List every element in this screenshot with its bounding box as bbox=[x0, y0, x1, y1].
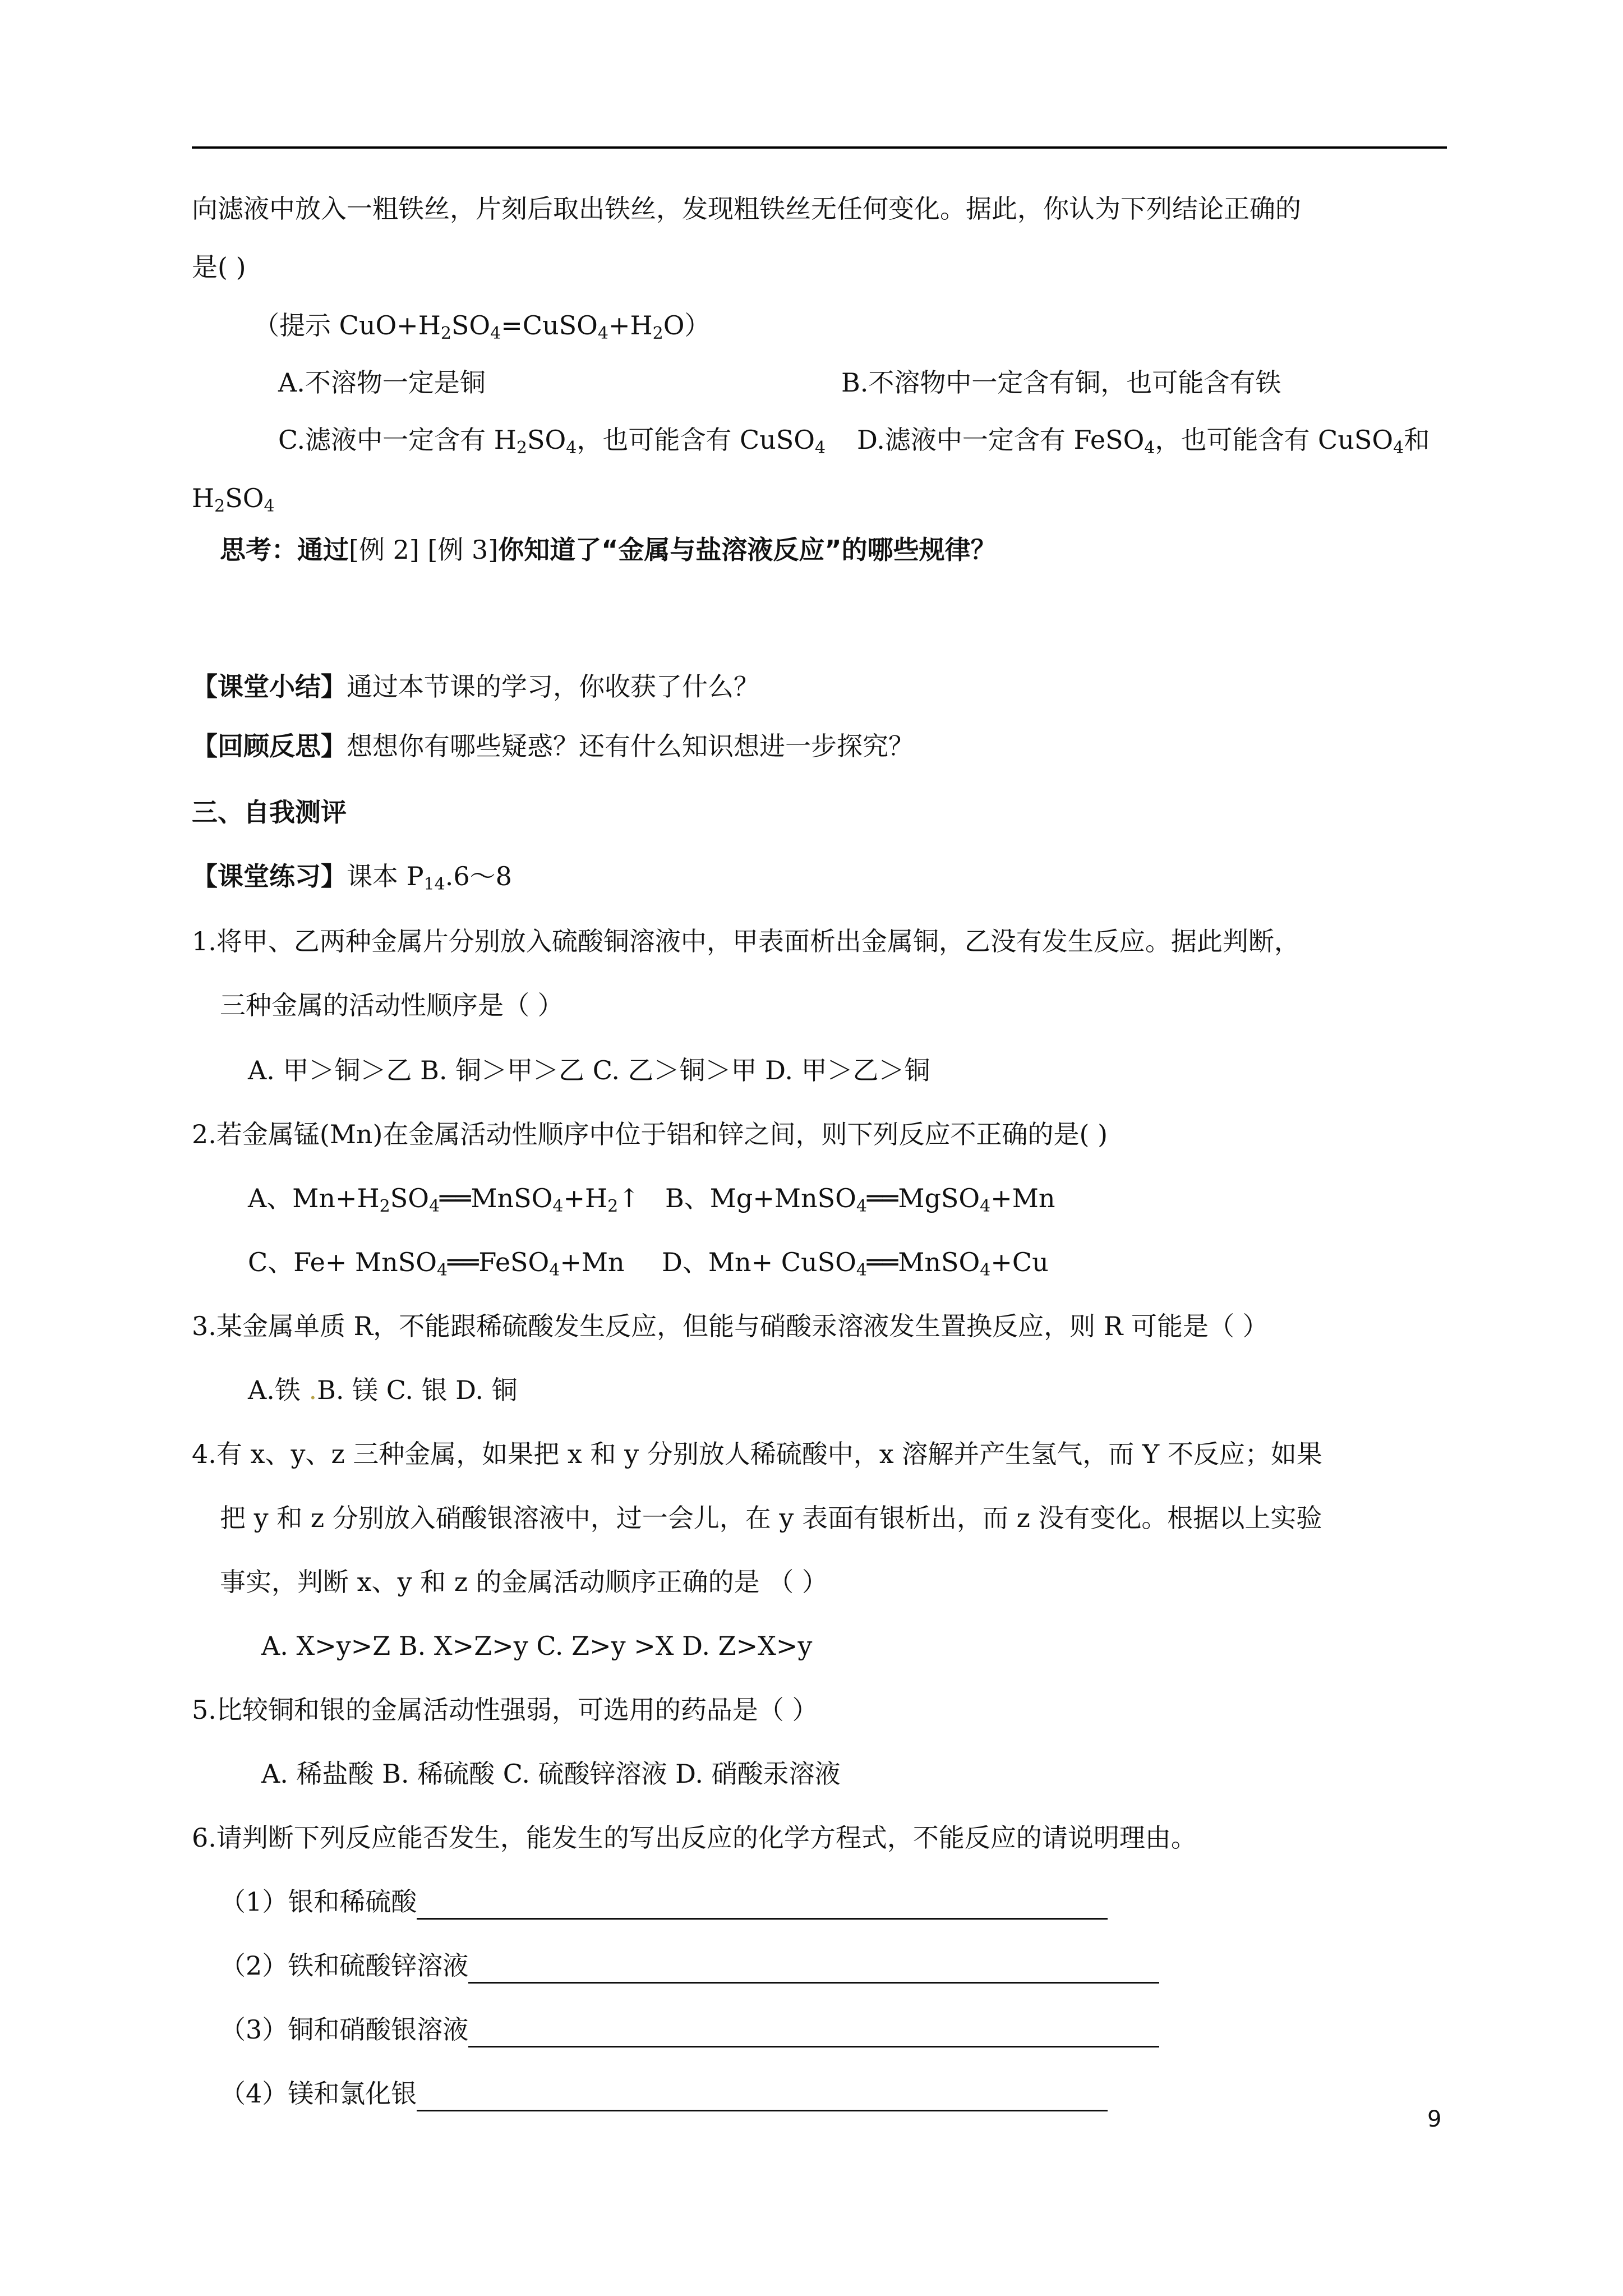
q3-options: A.铁 .B. 镁 C. 银 D. 铜 bbox=[248, 1375, 518, 1405]
q1-stem-1: 1.将甲、乙两种金属片分别放入硫酸铜溶液中，甲表面析出金属铜，乙没有发生反应。据此判断， bbox=[192, 926, 1300, 956]
q1-stem-2: 三种金属的活动性顺序是（ ） bbox=[220, 990, 564, 1020]
q4-options: A. X>y>Z B. X>Z>y C. Z>y >X D. Z>X>y bbox=[261, 1631, 813, 1661]
q2-stem: 2.若金属锰(Mn)在金属活动性顺序中位于铝和锌之间，则下列反应不正确的是( ) bbox=[192, 1119, 1108, 1149]
page-number: 9 bbox=[1427, 2106, 1442, 2132]
q5-stem: 5.比较铜和银的金属活动性强弱，可选用的药品是（ ） bbox=[192, 1695, 818, 1725]
q3-stem: 3.某金属单质 R，不能跟稀硫酸发生反应，但能与硝酸汞溶液发生置换反应，则 R 可能是（ ） bbox=[192, 1311, 1269, 1341]
q6-item-3: （3）铜和硝酸银溶液 bbox=[220, 2012, 1159, 2047]
answer-blank[interactable] bbox=[417, 1890, 1108, 1920]
header-rule bbox=[192, 146, 1447, 149]
q1-options: A. 甲＞铜＞乙 B. 铜＞甲＞乙 C. 乙＞铜＞甲 D. 甲＞乙＞铜 bbox=[248, 1055, 930, 1085]
option-d: D.滤液中一定含有 FeSO$_4$，也可能含有 CuSO$_4$和 bbox=[857, 425, 1430, 458]
q5-options: A. 稀盐酸 B. 稀硫酸 C. 硫酸锌溶液 D. 硝酸汞溶液 bbox=[261, 1759, 841, 1789]
q4-stem-1: 4.有 x、y、z 三种金属，如果把 x 和 y 分别放人稀硫酸中，x 溶解并产生氢气，而 Y 不反应；如果 bbox=[192, 1439, 1322, 1469]
think-prompt: 思考：通过[例 2] [例 3]你知道了“金属与盐溶液反应”的哪些规律？ bbox=[220, 535, 997, 565]
q2-option-a: A、$Mn+H_2SO_4══MnSO_4+H_2↑$ bbox=[248, 1183, 640, 1216]
q6-item-2: （2）铁和硫酸锌溶液 bbox=[220, 1948, 1159, 1984]
continuation-line-1: 向滤液中放入一粗铁丝，片刻后取出铁丝，发现粗铁丝无任何变化。据此，你认为下列结论正确的 bbox=[192, 194, 1301, 224]
q6-stem: 6.请判断下列反应能否发生，能发生的写出反应的化学方程式，不能反应的请说明理由。 bbox=[192, 1823, 1197, 1853]
q6-item-1: （1）银和稀硫酸 bbox=[220, 1884, 1108, 1920]
option-b: B.不溶物中一定含有铜，也可能含有铁 bbox=[841, 367, 1281, 398]
answer-blank[interactable] bbox=[468, 1954, 1159, 1984]
q4-stem-2: 把 y 和 z 分别放入硝酸银溶液中，过一会儿，在 y 表面有银析出，而 z 没有变化。根据以上实验 bbox=[220, 1503, 1322, 1533]
q2-option-c: C、Fe+ MnSO$_4$══FeSO$_4$+Mn bbox=[248, 1247, 625, 1280]
answer-blank[interactable] bbox=[468, 2018, 1159, 2047]
section-heading: 三、自我测评 bbox=[192, 797, 347, 827]
q6-item-4: （4）镁和氯化银 bbox=[220, 2076, 1108, 2111]
q2-option-d: D、Mn+ CuSO$_4$══MnSO$_4$+Cu bbox=[662, 1247, 1049, 1280]
reflection: 【回顾反思】想想你有哪些疑惑？还有什么知识想进一步探究？ bbox=[192, 731, 914, 761]
practice-line: 【课堂练习】课本 $P_{14}.6\sim 8$ bbox=[192, 861, 512, 894]
option-c: C.滤液中一定含有 $H_2SO_4$，也可能含有 CuSO$_4$ bbox=[278, 425, 826, 458]
continuation-line-2: 是( ) bbox=[192, 252, 246, 282]
answer-blank[interactable] bbox=[417, 2082, 1108, 2111]
option-a: A.不溶物一定是铜 bbox=[278, 367, 486, 398]
option-d-continued: $H_2SO_4$ bbox=[192, 483, 275, 516]
q4-stem-3: 事实，判断 x、y 和 z 的金属活动顺序正确的是 （ ） bbox=[220, 1567, 828, 1597]
q2-option-b: B、Mg+MnSO$_4$══MgSO$_4$+Mn bbox=[665, 1183, 1055, 1216]
class-summary: 【课堂小结】通过本节课的学习，你收获了什么？ bbox=[192, 671, 759, 702]
hint-line: （提示 $CuO+H_2SO_4=CuSO_4+H_2O$） bbox=[253, 310, 711, 343]
